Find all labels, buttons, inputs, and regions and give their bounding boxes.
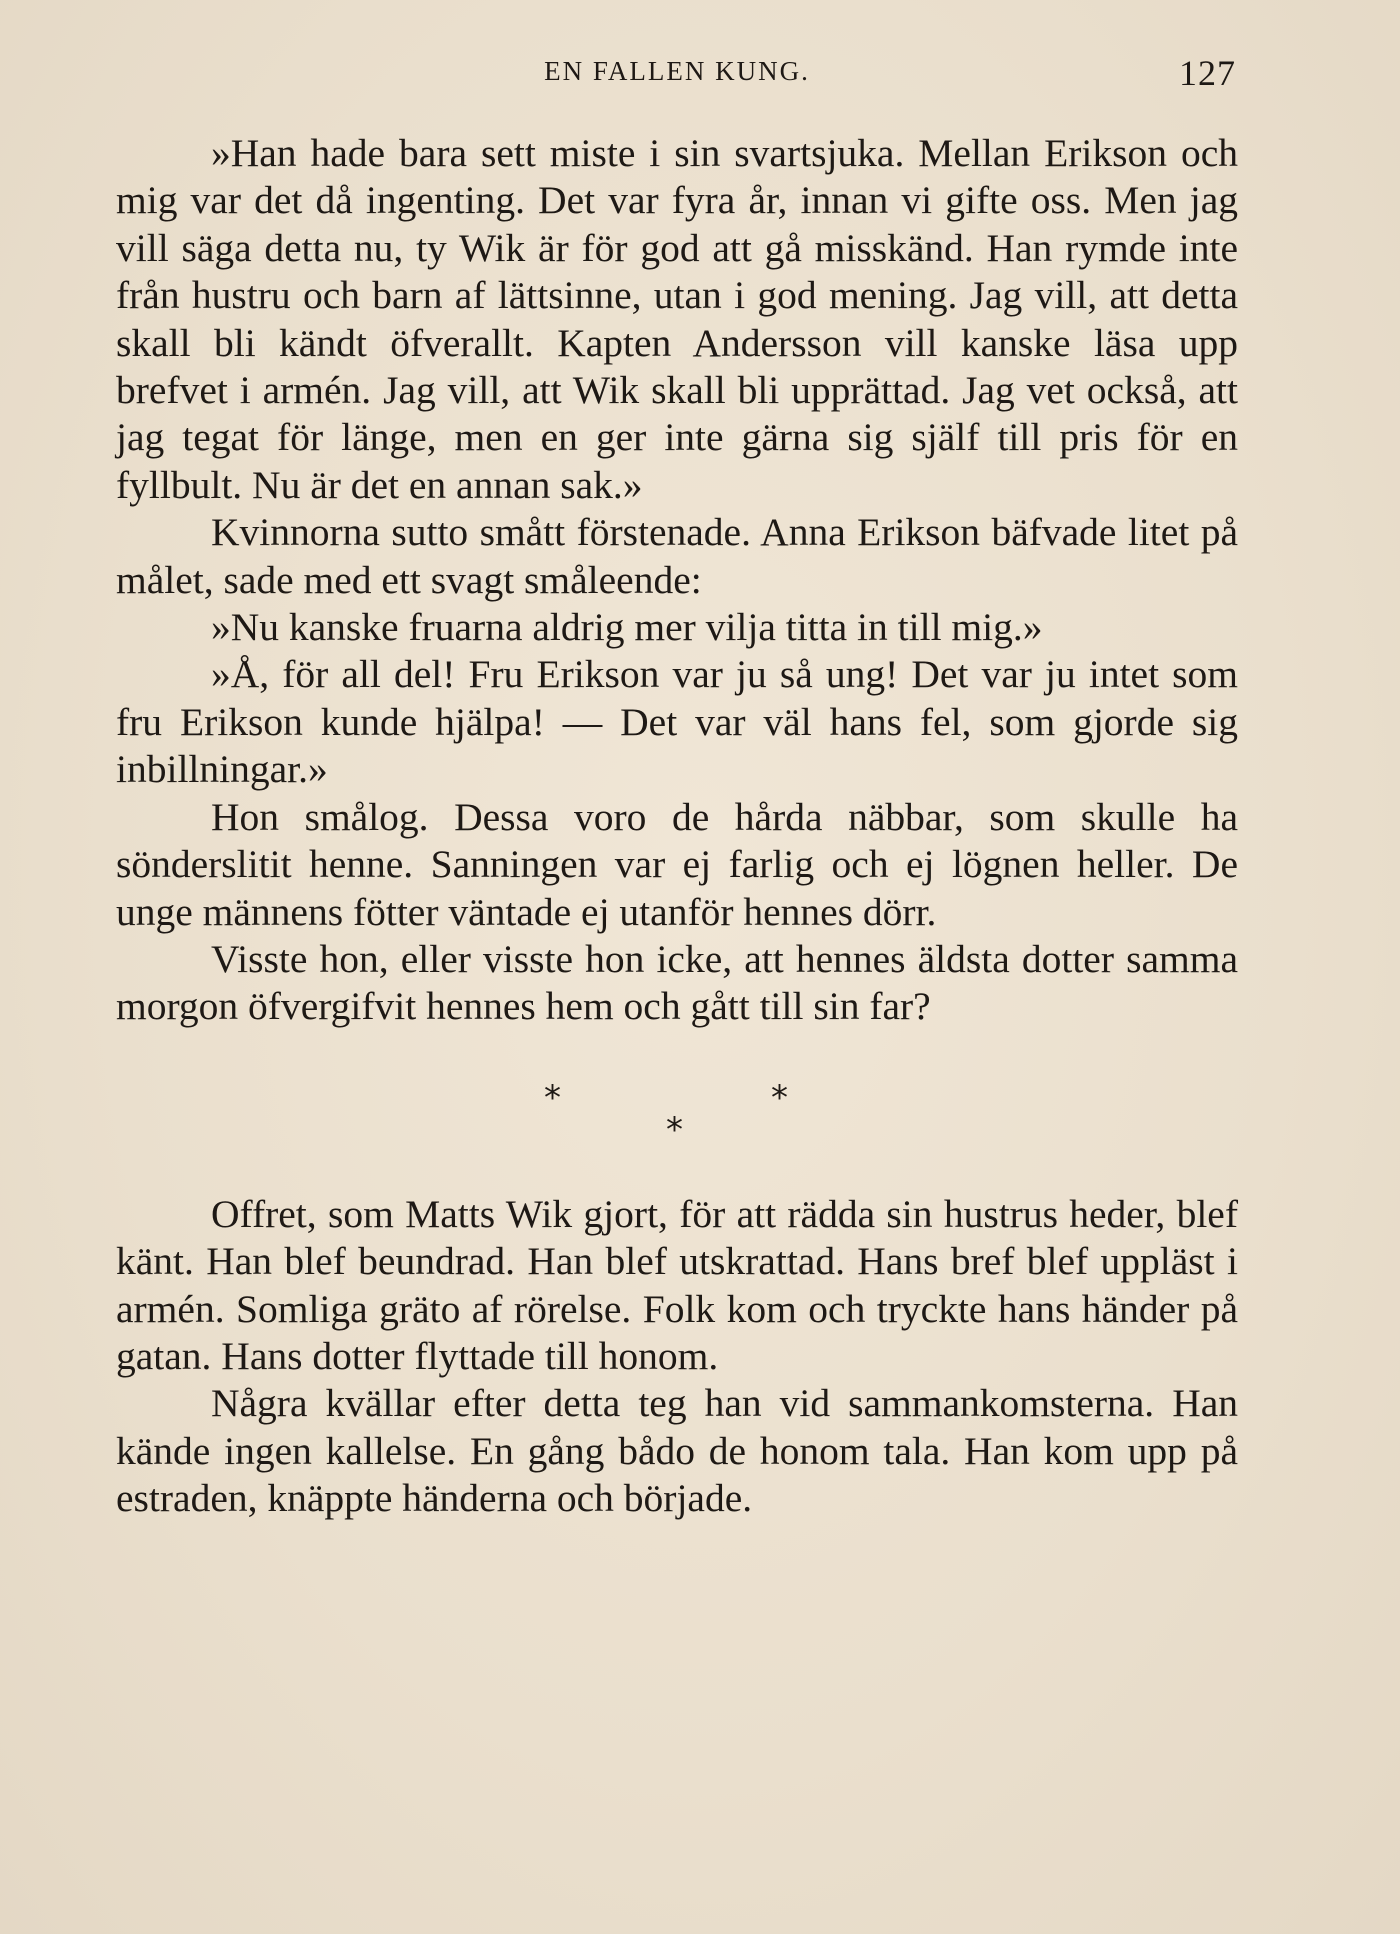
paragraph: Hon smålog. Dessa voro de hårda näbbar, som skulle ha sönderslitit henne. Sanningen var ej farlig och ej lögnen heller. De unge männens fötter väntade ej utanför hennes dörr. xyxy=(116,794,1238,934)
paragraph: Visste hon, eller visste hon icke, att hennes äldsta dotter samma morgon öfvergifvit hennes hem och gått till sin far? xyxy=(116,936,1238,1029)
section-star: * xyxy=(771,1077,788,1118)
paragraph: Offret, som Matts Wik gjort, för att rädda sin hustrus heder, blef känt. Han blef beundrad. Han blef utskrattad. Hans bref blef uppläst i armén. Somliga gräto af rörelse. Folk kom och tryckte hans händer på gatan. Hans dotter flyttade till honom. xyxy=(116,1191,1238,1378)
body-text xyxy=(116,130,1238,1523)
section-star: * xyxy=(666,1109,683,1150)
section-star: * xyxy=(544,1077,561,1118)
page-number: 127 xyxy=(1179,53,1236,93)
page-header xyxy=(118,52,1236,102)
paragraph: »Han hade bara sett miste i sin svartsjuka. Mellan Erikson och mig var det då ingenting. Det var fyra år, innan vi gifte oss. Men jag vill säga detta nu, ty Wik är för god att gå misskänd. Han rymde inte från hustru och barn af lättsinne, utan i god mening. Jag vill, att detta skall bli kändt öfverallt. Kapten Andersson vill kanske läsa upp brefvet i armén. Jag vill, att Wik skall bli upprättad. Jag vet också, att jag tegat för länge, men en ger inte gärna sig själf till pris för en fyllbult. Nu är det en annan sak.» xyxy=(116,131,1238,507)
section-break xyxy=(116,1041,1238,1191)
paragraph: Kvinnorna sutto smått förstenade. Anna Erikson bäfvade litet på målet, sade med ett svagt småleende: xyxy=(116,510,1238,602)
paragraph: »Å, för all del! Fru Erikson var ju så ung! Det var ju intet som fru Erikson kunde hjälpa! — Det var väl hans fel, som gjorde sig inbillningar.» xyxy=(116,652,1238,792)
paragraph: Några kvällar efter detta teg han vid sammankomsterna. Han kände ingen kallelse. En gång bådo de honom tala. Han kom upp på estraden, knäppte händerna och började. xyxy=(116,1381,1238,1521)
paragraph: »Nu kanske fruarna aldrig mer vilja titta in till mig.» xyxy=(211,605,1043,650)
running-title: EN FALLEN KUNG. xyxy=(544,56,810,86)
